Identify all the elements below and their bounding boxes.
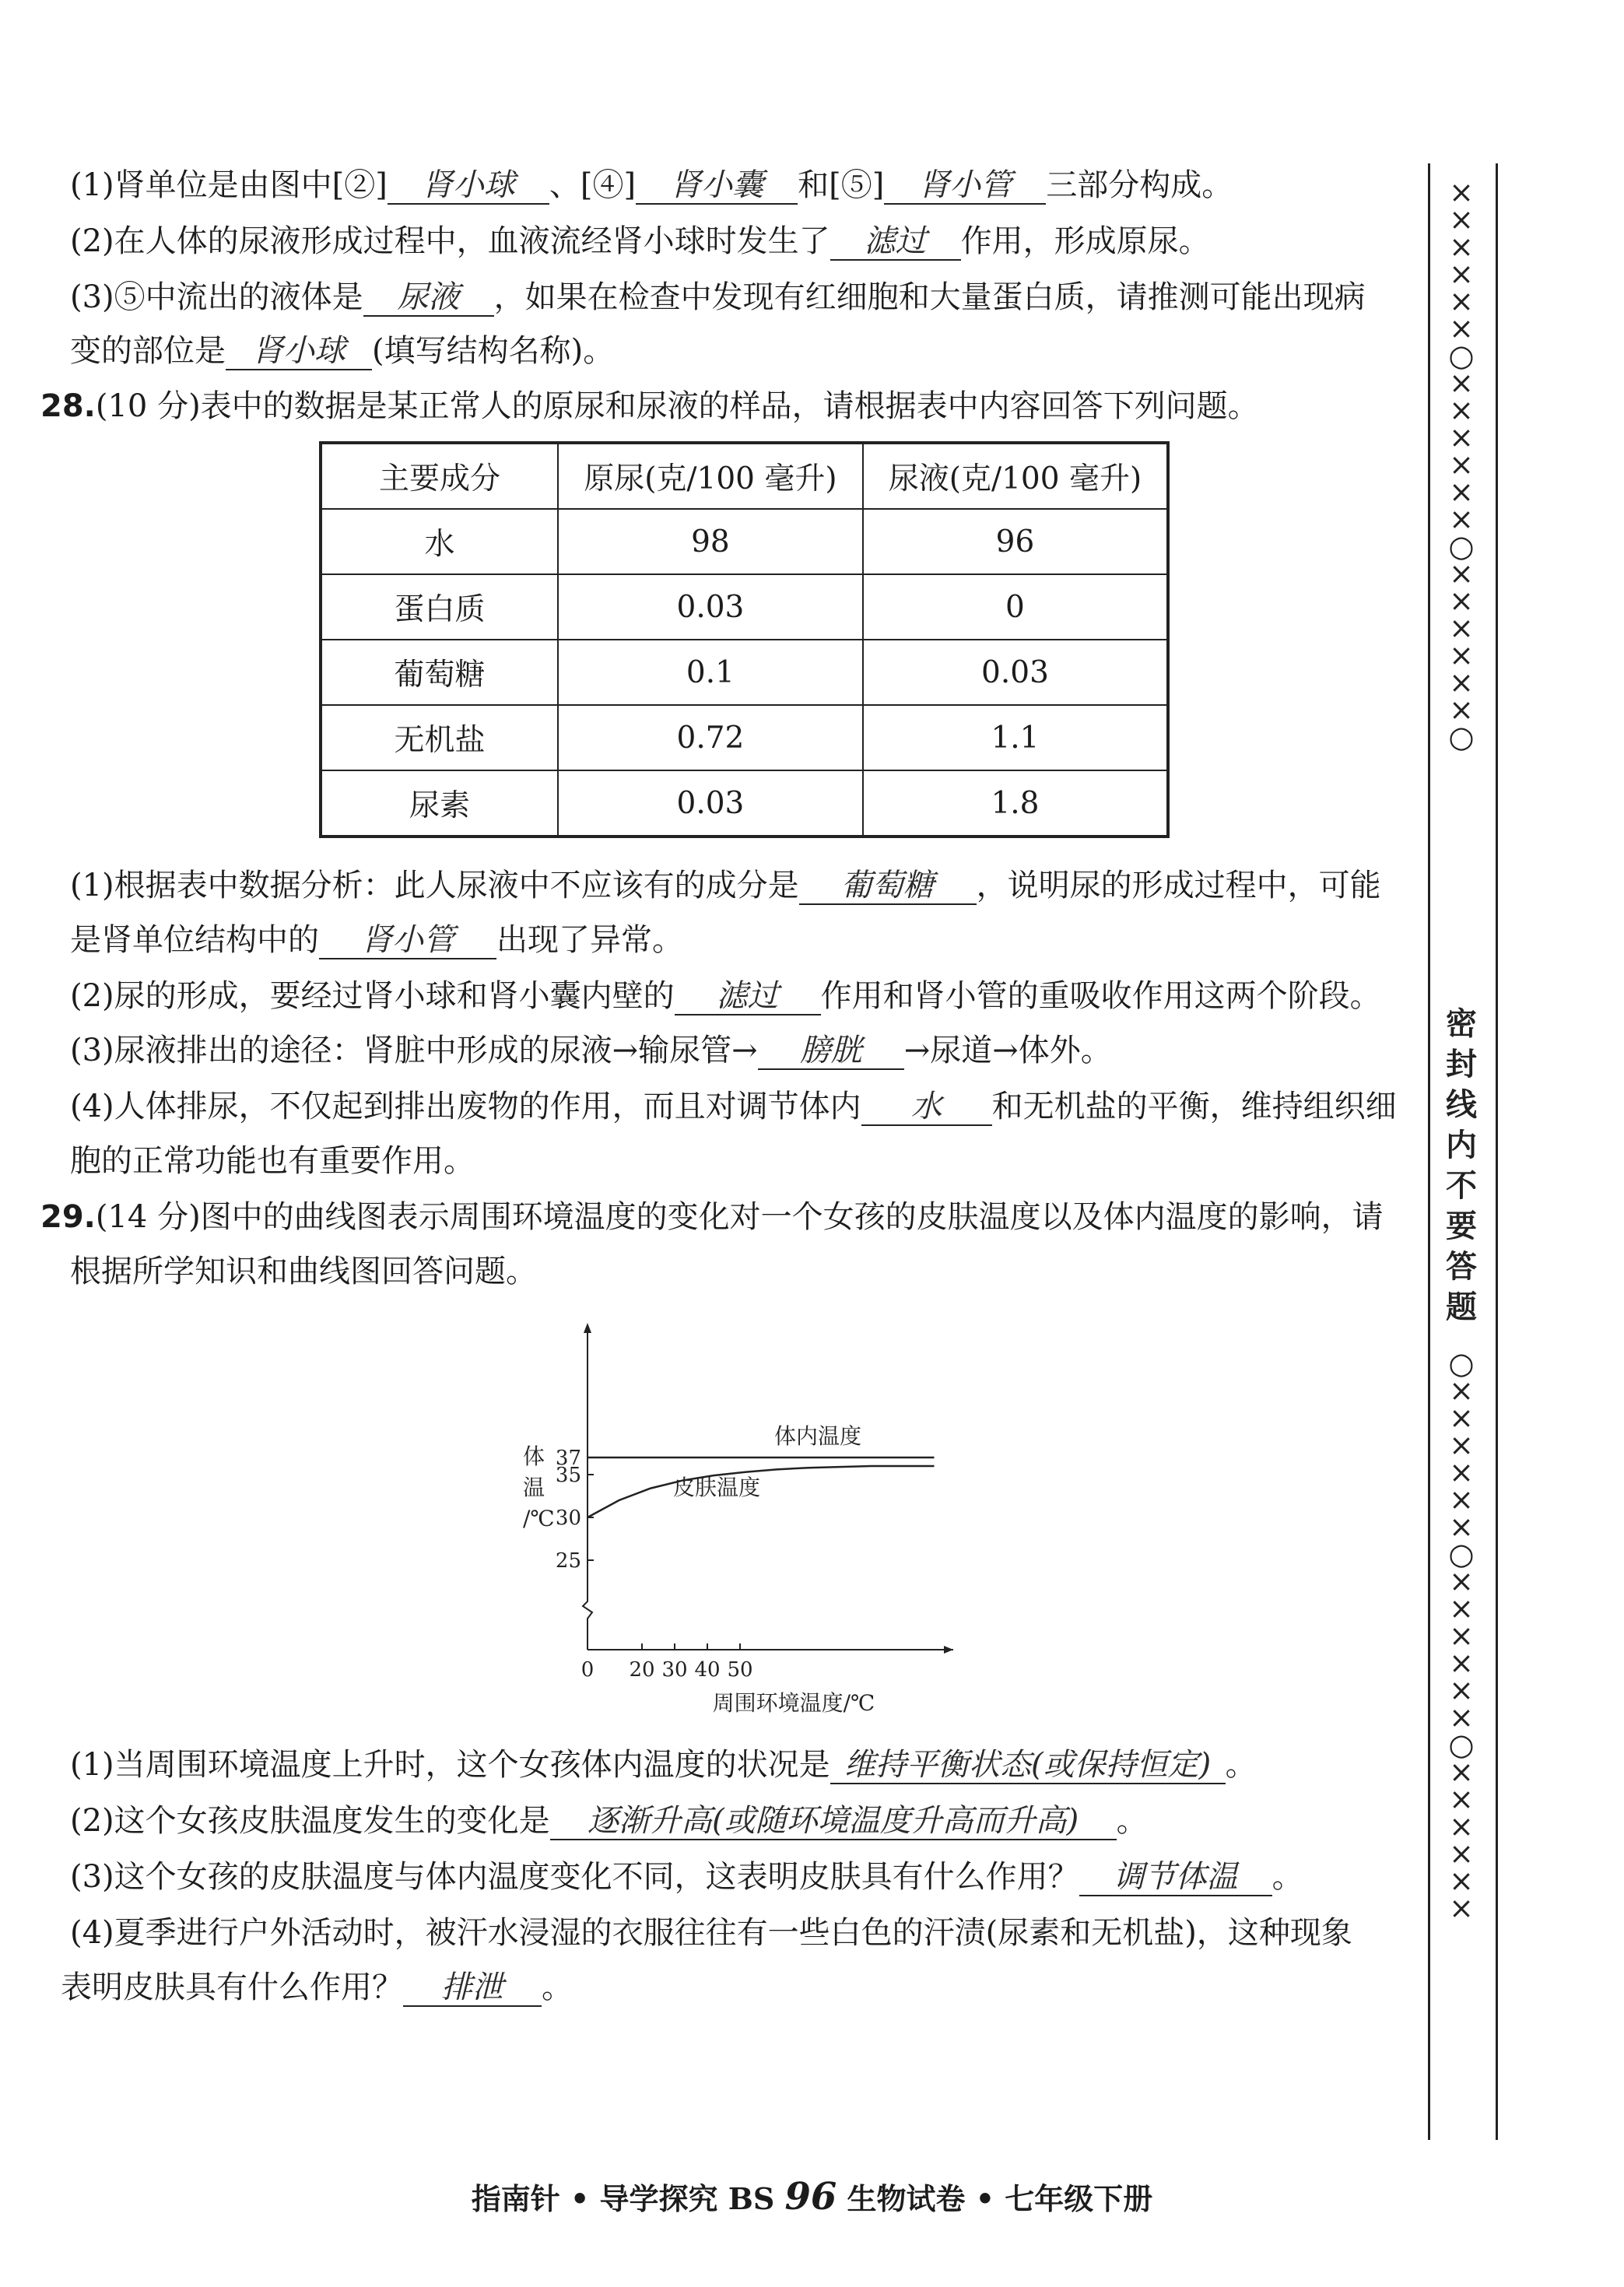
x-tick-label: 40 xyxy=(694,1658,721,1682)
q27-part1: (1)肾单位是由图中[②] 肾小球 、[④] 肾小囊 和[⑤] 肾小管 三部分构成。 xyxy=(70,167,1233,203)
y-tick-label: 37 xyxy=(555,1447,581,1470)
q29-part4: (4)夏季进行户外活动时，被汗水浸湿的衣服往往有一些白色的汗渍(尿素和无机盐)，这种现象 xyxy=(70,1915,1352,1951)
q29-intro-cont: 根据所学知识和曲线图回答问题。 xyxy=(70,1254,537,1289)
table-cell: 蛋白质 xyxy=(321,574,558,640)
table-row xyxy=(321,574,1168,640)
table-cell: 96 xyxy=(863,509,1168,574)
answer-blank: 逐渐升高(或随环境温度升高而升高) xyxy=(550,1803,1117,1840)
q28-part4: (4)人体排尿，不仅起到排出废物的作用，而且对调节体内 水 和无机盐的平衡，维持组织细 xyxy=(70,1089,1397,1124)
table-header: 尿液(克/100 毫升) xyxy=(863,443,1168,509)
q29-part2: (2)这个女孩皮肤温度发生的变化是 逐渐升高(或随环境温度升高而升高) 。 xyxy=(70,1803,1148,1839)
q27-part3-cont: 变的部位是 肾小球 (填写结构名称)。 xyxy=(70,333,615,369)
footer-left: 指南针 • 导学探究 BS xyxy=(471,2181,775,2216)
q27-part3: (3)⑤中流出的液体是 尿液 ，如果在检查中发现有红细胞和大量蛋白质，请推测可能出现病 xyxy=(70,279,1366,315)
answer-blank: 调节体温 xyxy=(1079,1859,1272,1896)
table-cell: 尿素 xyxy=(321,770,558,837)
table-cell: 0.1 xyxy=(558,640,863,705)
answer-blank: 肾小球 xyxy=(388,167,549,205)
table-cell: 0.72 xyxy=(558,705,863,770)
y-axis-arrow xyxy=(584,1323,591,1333)
y-tick-label: 35 xyxy=(555,1464,581,1487)
seal-line-right xyxy=(1496,163,1498,2140)
question-number: 28. xyxy=(40,388,96,424)
table-cell: 1.8 xyxy=(863,770,1168,837)
series-label: 体内温度 xyxy=(774,1423,862,1449)
answer-blank: 葡萄糖 xyxy=(799,868,977,905)
answer-blank: 肾小管 xyxy=(884,167,1046,205)
y-axis-label: 温 xyxy=(523,1475,545,1500)
x-tick-label: 0 xyxy=(581,1658,595,1682)
q28-part3: (3)尿液排出的途径：肾脏中形成的尿液→输尿管→ 膀胱 →尿道→体外。 xyxy=(70,1033,1112,1068)
urine-composition-table xyxy=(319,441,1170,838)
q29-intro: 29.(14 分)图中的曲线图表示周围环境温度的变化对一个女孩的皮肤温度以及体内温度的影响，请 xyxy=(40,1199,1384,1235)
answer-blank: 尿液 xyxy=(363,279,494,317)
temperature-line-chart xyxy=(498,1315,980,1728)
seal-label: 密封线内不要答题 xyxy=(1446,1005,1477,1325)
table-cell: 无机盐 xyxy=(321,705,558,770)
x-tick-label: 30 xyxy=(661,1658,688,1682)
answer-blank: 肾小球 xyxy=(226,333,372,370)
answer-blank: 肾小囊 xyxy=(636,167,798,205)
table-cell: 1.1 xyxy=(863,705,1168,770)
q28-part2: (2)尿的形成，要经过肾小球和肾小囊内壁的 滤过 作用和肾小管的重吸收作用这两个阶段。 xyxy=(70,978,1381,1014)
q29-part4-cont: 表明皮肤具有什么作用？ 排泄 。 xyxy=(61,1970,573,2005)
seal-line-left xyxy=(1428,163,1430,2140)
question-number: 29. xyxy=(40,1199,96,1235)
table-cell: 葡萄糖 xyxy=(321,640,558,705)
q28-part4-cont: 胞的正常功能也有重要作用。 xyxy=(70,1143,475,1179)
table-header-row xyxy=(321,443,1168,509)
seal-marks-top: ××××××○××××××○××××××○ xyxy=(1448,175,1475,754)
q28-part1: (1)根据表中数据分析：此人尿液中不应该有的成分是 葡萄糖 ，说明尿的形成过程中，可能 xyxy=(70,868,1381,903)
table-cell: 0.03 xyxy=(863,640,1168,705)
q28-intro: 28.(10 分)表中的数据是某正常人的原尿和尿液的样品，请根据表中内容回答下列问题。 xyxy=(40,388,1259,424)
q27-part2: (2)在人体的尿液形成过程中，血液流经肾小球时发生了 滤过 作用，形成原尿。 xyxy=(70,223,1210,259)
table-row xyxy=(321,705,1168,770)
page-footer xyxy=(0,2175,1624,2219)
table-cell: 0.03 xyxy=(558,770,863,837)
table-cell: 0.03 xyxy=(558,574,863,640)
answer-blank: 滤过 xyxy=(830,223,961,261)
series-label: 皮肤温度 xyxy=(673,1475,761,1500)
x-tick-label: 50 xyxy=(727,1658,753,1682)
table-header: 主要成分 xyxy=(321,443,558,509)
answer-blank: 排泄 xyxy=(403,1970,542,2007)
table-row xyxy=(321,770,1168,837)
x-axis-label: 周围环境温度/℃ xyxy=(712,1690,875,1716)
q28-part1-cont: 是肾单位结构中的 肾小管 出现了异常。 xyxy=(70,922,683,958)
q29-part3: (3)这个女孩的皮肤温度与体内温度变化不同，这表明皮肤具有什么作用？ 调节体温 。 xyxy=(70,1859,1303,1895)
answer-blank: 滤过 xyxy=(675,978,821,1015)
x-tick-label: 20 xyxy=(629,1658,655,1682)
q29-part1: (1)当周围环境温度上升时，这个女孩体内温度的状况是 维持平衡状态(或保持恒定) 。 xyxy=(70,1747,1257,1783)
answer-blank: 膀胱 xyxy=(758,1033,904,1070)
y-tick-label: 30 xyxy=(555,1507,581,1530)
table-cell: 0 xyxy=(863,574,1168,640)
footer-right: 生物试卷 • 七年级下册 xyxy=(847,2181,1153,2216)
y-tick-label: 25 xyxy=(555,1549,581,1573)
page-number: 96 xyxy=(784,2175,837,2219)
y-axis-label: /℃ xyxy=(523,1506,555,1531)
y-axis-label: 体 xyxy=(523,1443,545,1469)
table-cell: 98 xyxy=(558,509,863,574)
answer-blank: 维持平衡状态(或保持恒定) xyxy=(830,1747,1226,1784)
table-row xyxy=(321,640,1168,705)
x-axis-arrow xyxy=(944,1646,953,1654)
y-axis xyxy=(583,1327,592,1650)
table-cell: 水 xyxy=(321,509,558,574)
seal-marks-bottom: ○××××××○××××××○×××××× xyxy=(1448,1346,1475,1925)
table-row xyxy=(321,509,1168,574)
answer-blank: 水 xyxy=(861,1089,992,1126)
answer-blank: 肾小管 xyxy=(319,922,496,959)
skin-temp-line xyxy=(588,1466,935,1517)
table-header: 原尿(克/100 毫升) xyxy=(558,443,863,509)
